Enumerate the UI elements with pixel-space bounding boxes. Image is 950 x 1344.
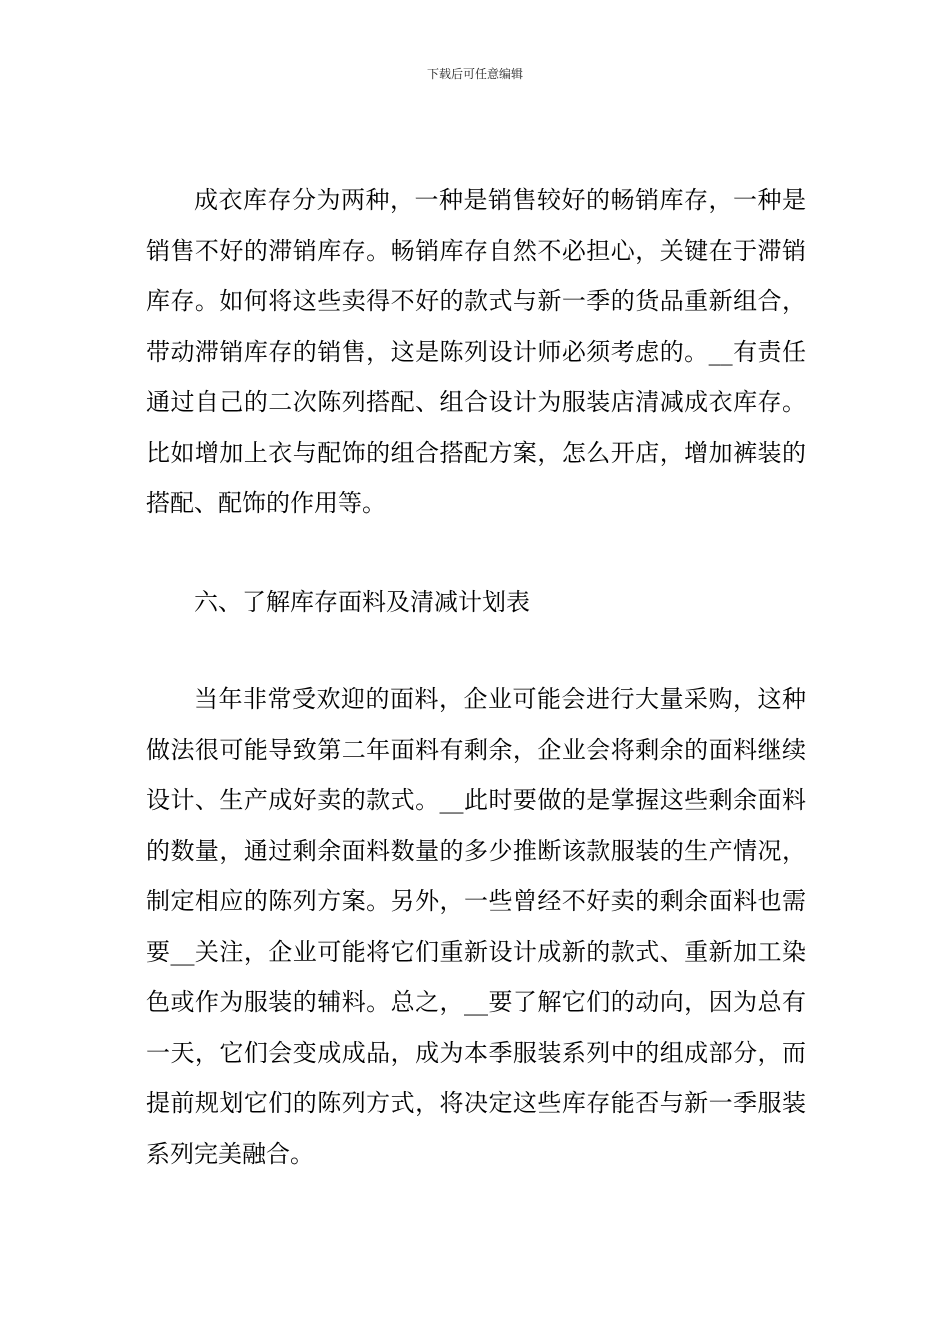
paragraph-fabric-inventory: 当年非常受欢迎的面料，企业可能会进行大量采购，这种做法很可能导致第二年面料有剩余，企业会将剩余的面料继续设计、生产成好卖的款式。__此时要做的是掌握这些剩余面料的数量，通过剩余面料数量的多少推断该款服装的生产情况，制定相应的陈列方案。另外，一些曾经不好卖的剩余面料也需要__关注，企业可能将它们重新设计成新的款式、重新加工染色或作为服装的辅料。总之，__要了解它们的动向，因为总有一天，它们会变成成品，成为本季服装系列中的组成部分，而提前规划它们的陈列方式，将决定这些库存能否与新一季服装系列完美融合。 xyxy=(146,685,806,1168)
section-heading: 六、了解库存面料及清减计划表 xyxy=(194,588,530,616)
page-header: 下载后可任意编辑 xyxy=(426,67,523,81)
paragraph-finished-goods-inventory: 成衣库存分为两种，一种是销售较好的畅销库存，一种是销售不好的滞销库存。畅销库存自然不必担心，关键在于滞销库存。如何将这些卖得不好的款式与新一季的货品重新组合，带动滞销库存的销售，这是陈列设计师必须考虑的。__有责任通过自己的二次陈列搭配、组合设计为服装店清减成衣库存。比如增加上衣与配饰的组合搭配方案，怎么开店，增加裤装的搭配、配饰的作用等。 xyxy=(146,186,806,517)
